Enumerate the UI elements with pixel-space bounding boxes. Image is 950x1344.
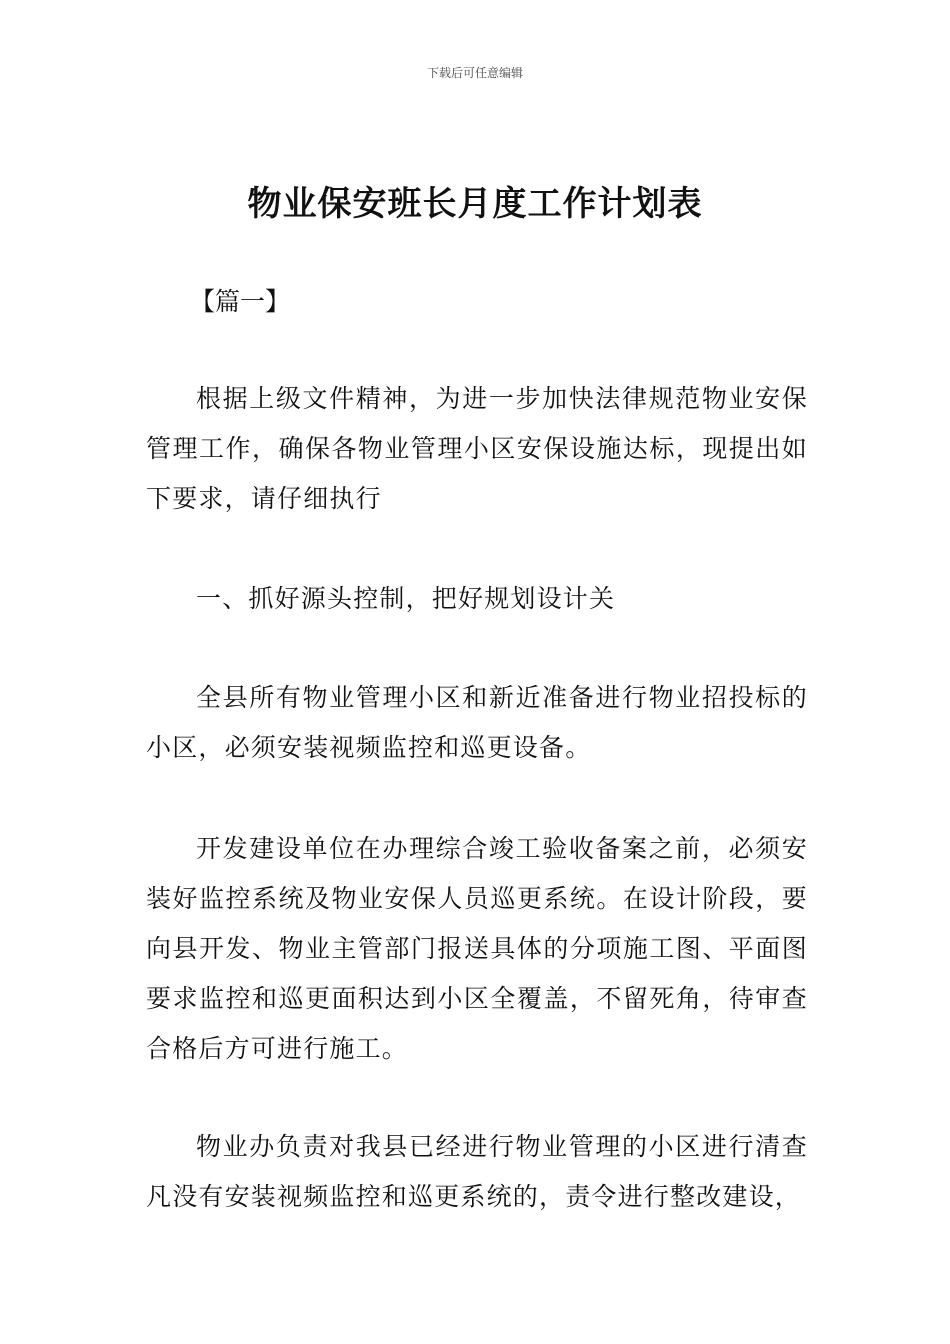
- section-label: 【篇一】: [190, 287, 291, 316]
- paragraph-requirement-1: 全县所有物业管理小区和新近准备进行物业招投标的小区，必须安装视频监控和巡更设备。: [146, 683, 808, 762]
- paragraph-heading-1: 一、抓好源头控制，把好规划设计关: [196, 584, 616, 613]
- document-title: 物业保安班长月度工作计划表: [247, 184, 703, 224]
- paragraph-requirement-2: 开发建设单位在办理综合竣工验收备案之前，必须安装好监控系统及物业安保人员巡更系统。在设计阶段，要向县开发、物业主管部门报送具体的分项施工图、平面图要求监控和巡更面积达到小区全覆盖，不留死角，待审查合格后方可进行施工。: [146, 834, 808, 1063]
- paragraph-intro: 根据上级文件精神，为进一步加快法律规范物业安保管理工作，确保各物业管理小区安保设施达标，现提出如下要求，请仔细执行: [146, 384, 808, 513]
- header-note: 下载后可任意编辑: [426, 66, 523, 80]
- paragraph-requirement-3: 物业办负责对我县已经进行物业管理的小区进行清查凡没有安装视频监控和巡更系统的，责令进行整改建设，: [146, 1132, 808, 1211]
